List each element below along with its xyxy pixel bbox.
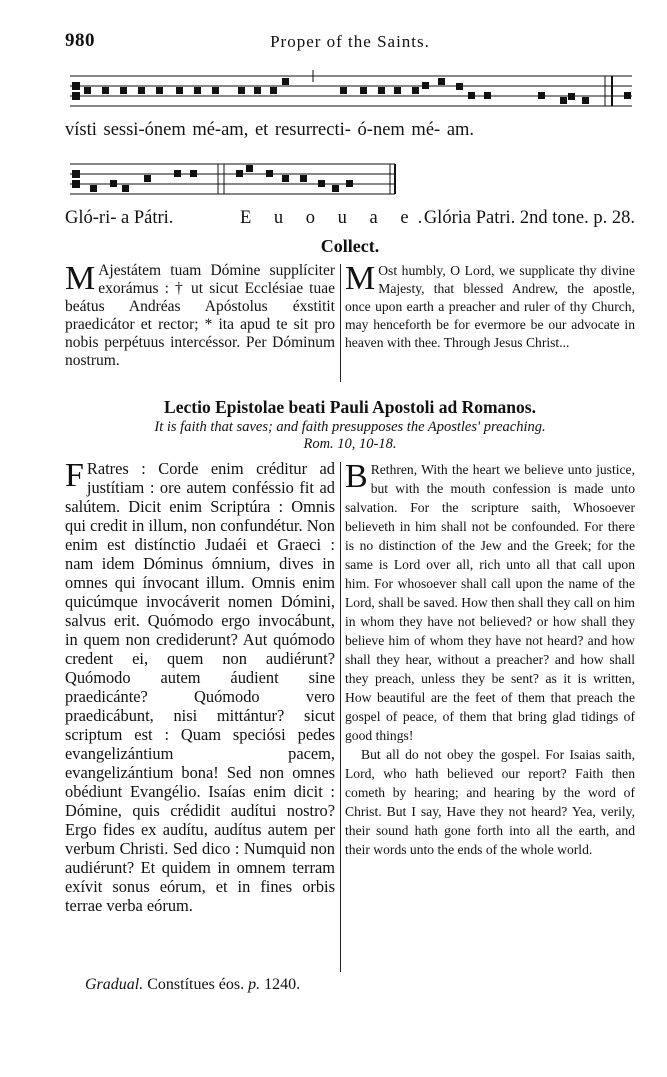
epistle-reference: Rom. 10, 10-18.	[303, 436, 397, 452]
collect-english-text: Ost humbly, O Lord, we supplicate thy divine Majesty, that blessed Andrew, the apostle, once upon earth a preacher and ruler of thy Church, may henceforth be for evermore be our advocate in heaven with thee. Through Jesus Christ...	[345, 263, 635, 350]
epistle-latin	[65, 459, 335, 915]
chant-staff-2	[60, 158, 638, 206]
page-header	[65, 30, 635, 56]
gradual-label: Gradual.	[85, 976, 144, 993]
collect-english	[345, 262, 635, 352]
collect-latin-text: Ajestátem tuam Dómine supplíciter exorámus : † ut sicut Ecclésiae tuae beátus Andréas Apóstolus éxstitit praedicátor et rector; * ita apud te sit pro nobis perpétuus intercéssor. Per Dóminum nostrum.	[65, 262, 335, 369]
dropcap: F	[65, 457, 84, 494]
column-divider	[340, 462, 341, 972]
epistle-english-text-1: Rethren, With the heart we believe unto justice, but with the mouth confession is made unto salvation. For the scripture saith, Whosoever believeth in him shall not be confounded. For there is no distinction of the Jew and the Greek; for the same is Lord over all, rich unto all that call upon him. For whosoever shall call upon the name of the Lord, shall be saved. How then shall they call on him in whom they have not believed? or how shall they believe him of whom they have not heard? and how shall they hear, without a preacher? and how shall they preach, unless they be sent? as it is written, How beautiful are the feet of them that preach the gospel of peace, of them that bring glad tidings of good things!	[345, 462, 635, 743]
epistle-latin-text: Ratres : Corde enim créditur ad justítiam : ore autem conféssio fit ad salútem. Dicit enim Scriptúra : Omnis qui credit in illum, non confundétur. Non enim est distínctio Judaéi et Graeci : nam idem Dóminus ómnium, dives in omnes qui ínvocant illum. Omnis enim quicúmque invocáverit nomen Dómini, salvus erit. Quómodo ergo invocábunt, in quem non crediderunt? Aut quómodo credent ei, quem non audiérunt? Quómodo autem áudient sine praedicánte? Quómodo vero praedicábunt, nisi mittántur? sicut scriptum est : Quam speciósi pedes evangelizántium pacem, evangelizántium bona! Sed non omnes obédiunt Evangélio. Isaías enim dicit : Dómine, quis crédidit audítui nostro? Ergo fides ex audítu, audítus autem per verbum Christi. Sed dico : Numquid non audiérunt? Et quidem in omnem terram exívit sonus eórum, et in fines orbis terrae verba eórum.	[65, 459, 335, 915]
chant-lyrics-line-1: vísti sessi-ónem mé-am, et resurrecti- ó-nem mé- am.	[65, 120, 475, 140]
gradual-line	[85, 976, 300, 994]
collect-latin	[65, 262, 335, 369]
collect-heading: Collect.	[320, 236, 380, 256]
gradual-page-label: p.	[248, 976, 261, 993]
epistle-subtitle: It is faith that saves; and faith presupposes the Apostles' preaching.	[154, 419, 546, 435]
gloria-lyrics: Gló-ri- a Pátri.	[65, 208, 174, 228]
dropcap: M	[65, 260, 96, 297]
dropcap: B	[345, 458, 368, 495]
gradual-page-ref: 1240.	[264, 976, 301, 993]
epistle-heading: Lectio Epistolae beati Pauli Apostoli ad Romanos.	[164, 397, 536, 417]
gradual-text: Constítues éos.	[147, 976, 245, 993]
page-number: 980	[65, 30, 95, 51]
column-divider	[340, 264, 341, 382]
epistle-english-text-2: But all do not obey the gospel. For Isaias saith, Lord, who hath believed our report? Faith then cometh by hearing; and hearing by the word of Christ. But I say, Have they not heard? Yea, verily, their sound hath gone forth into all the earth, and their words unto the ends of the whole world.	[345, 747, 635, 857]
epistle-english	[345, 460, 635, 859]
chant-staff-1	[60, 68, 638, 116]
gloria-reference: Glória Patri. 2nd tone. p. 28.	[423, 208, 635, 228]
running-title: Proper of the Saints.	[270, 32, 430, 51]
dropcap: M	[345, 260, 376, 297]
euouae: E u o u a e.	[240, 208, 432, 228]
